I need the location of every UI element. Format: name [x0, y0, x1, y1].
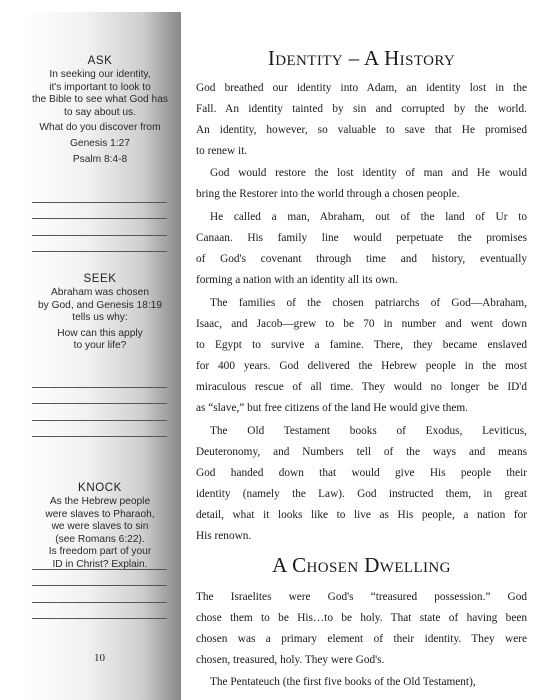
body-line: forming a nation with an identity all its own. — [196, 274, 398, 286]
answer-line — [32, 236, 167, 253]
ask-ref-psalm: Psalm 8:4-8 — [72, 153, 128, 165]
body-line: detail, what it looks like to live as His people, a nation for — [196, 509, 527, 521]
body-line: for 400 years. God delivered the Hebrew people in the most — [196, 360, 527, 372]
ask-text-line: it's important to look to — [49, 81, 151, 93]
ask-answer-lines — [32, 186, 167, 252]
page-number: 10 — [94, 652, 105, 664]
body-line: to renew it. — [196, 145, 248, 157]
body-line: The Pentateuch (the first five books of the Old Testament), — [210, 676, 476, 688]
seek-text-line: Abraham was chosen — [51, 287, 149, 298]
heading-chosen-dwelling: A Chosen Dwelling — [272, 553, 451, 577]
answer-line — [32, 603, 167, 620]
knock-text-line: As the Hebrew people — [49, 496, 151, 507]
body-line: God would restore the lost identity of man and He would — [210, 167, 527, 179]
seek-question-line: How can this apply — [57, 327, 143, 339]
body-line: identity (namely the Law). God instructed them, in great — [196, 488, 527, 500]
knock-text-line: (see Romans 6:22). — [55, 533, 145, 545]
knock-text-line: Is freedom part of your — [48, 546, 152, 558]
answer-line — [32, 553, 167, 570]
body-line: of God's covenant through time and history, eventually — [196, 253, 527, 265]
body-line: He called a man, Abraham, out of the land of Ur to — [210, 211, 527, 223]
seek-text-line: tells us why: — [72, 312, 128, 324]
answer-line — [32, 586, 167, 603]
body-line: The Israelites were God's “treasured possession.” God — [196, 591, 527, 603]
body-line: The families of the chosen patriarchs of God—Abraham, — [210, 297, 527, 309]
body-line: His renown. — [196, 530, 252, 542]
seek-text-line: by God, and Genesis 18:19 — [37, 299, 163, 311]
ask-text-line: the Bible to see what God has — [32, 94, 168, 106]
body-line: to Egypt to survive a famine. There, they became enslaved — [196, 339, 527, 351]
body-line: An identity, however, so valuable to save that He promised — [196, 124, 527, 136]
answer-line — [32, 421, 167, 438]
body-line: chosen, treasured, holy. They were God's. — [196, 654, 385, 666]
body-line: miraculous rescue of all time. They would no longer be ID'd — [196, 381, 527, 393]
ask-text-line: In seeking our identity, — [49, 69, 151, 80]
body-line: God handed down that would give His people their — [196, 467, 527, 479]
body-line: Fall. An identity tainted by sin and corrupted by the world. — [196, 103, 527, 115]
body-line: bring the Restorer into the world through a chosen people. — [196, 188, 460, 200]
answer-line — [32, 186, 167, 203]
heading-identity-history: Identity – A History — [267, 46, 456, 70]
ask-text-line: to say about us. — [64, 106, 136, 118]
body-line: chosen was a primary element of their identity. They were — [196, 633, 527, 645]
seek-section — [25, 273, 175, 353]
body-line: God breathed our identity into Adam, an identity lost in the — [196, 82, 527, 94]
body-line: Deuteronomy, and Numbers tell of the ways and means — [196, 446, 527, 458]
ask-question: What do you discover from — [39, 122, 161, 134]
answer-line — [32, 570, 167, 587]
seek-heading: SEEK — [83, 273, 117, 285]
answer-line — [32, 203, 167, 220]
answer-line — [32, 219, 167, 236]
answer-line — [32, 388, 167, 405]
sidebar — [25, 12, 181, 700]
answer-line — [32, 371, 167, 388]
ask-section — [25, 55, 175, 166]
body-line: The Old Testament books of Exodus, Leviticus, — [210, 425, 527, 437]
body-line: Canaan. His family line would perpetuate the promises — [196, 232, 527, 244]
seek-question-line: to your life? — [73, 340, 127, 352]
ask-heading: ASK — [87, 55, 113, 67]
ask-ref-genesis: Genesis 1:27 — [69, 137, 131, 149]
body-line: chose them to be His…to be holy. That state of having been — [196, 612, 527, 624]
knock-text-line: were slaves to Pharaoh, — [45, 508, 155, 520]
knock-text-line: ID in Christ? Explain. — [52, 558, 148, 570]
body-line: as “slave,” but free citizens of the land He would give them. — [196, 402, 468, 414]
knock-answer-lines — [32, 553, 167, 619]
knock-heading: KNOCK — [78, 482, 122, 494]
knock-text-line: we were slaves to sin — [51, 521, 149, 533]
answer-line — [32, 404, 167, 421]
body-line: Isaac, and Jacob—grew to be 70 in number and went down — [196, 318, 527, 330]
seek-answer-lines — [32, 371, 167, 437]
